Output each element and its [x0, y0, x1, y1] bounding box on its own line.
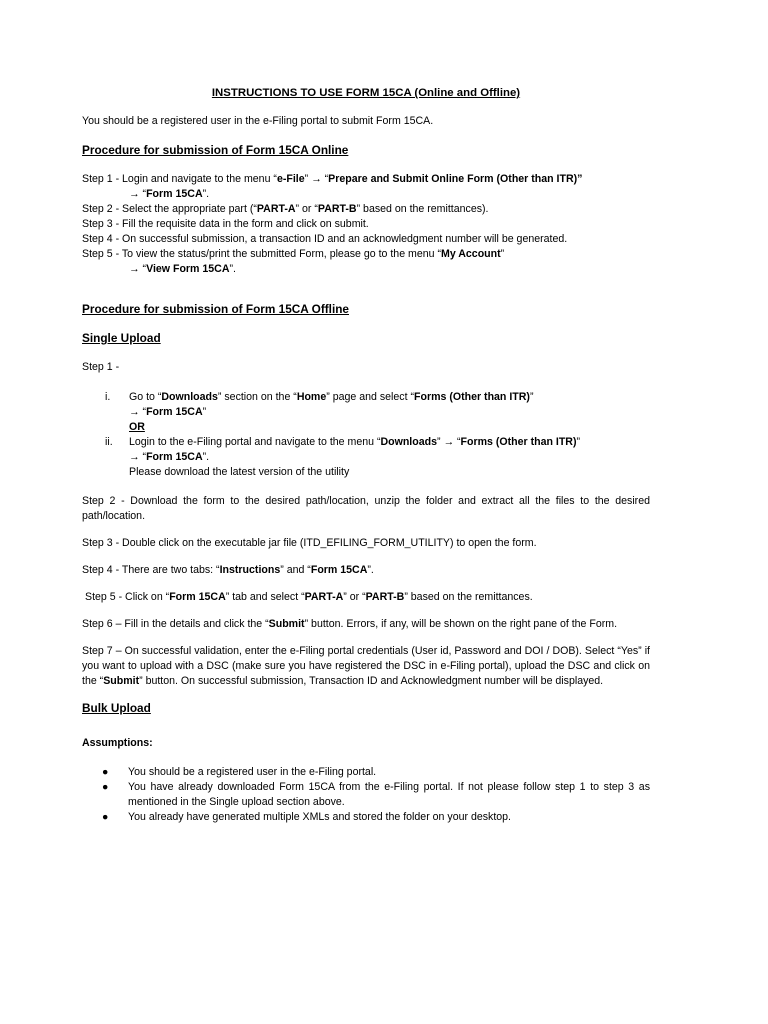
online-procedure-heading: Procedure for submission of Form 15CA Online	[82, 143, 349, 157]
single-step-6: Step 6 – Fill in the details and click the “Submit” button. Errors, if any, will be shown on the right pane of the Form.	[82, 618, 618, 630]
single-step-4: Step 4 - There are two tabs: “Instructions” and “Form 15CA”.	[82, 564, 374, 576]
single-upload-heading: Single Upload	[82, 331, 161, 345]
online-step-4: Step 4 - On successful submission, a transaction ID and an acknowledgment number will be generated.	[82, 233, 568, 245]
single-step-1-label: Step 1 -	[82, 361, 120, 373]
single-step-2: Step 2 - Download the form to the desired path/location, unzip the folder and extract all the files to the desired path/location.	[82, 495, 650, 522]
document-body	[82, 86, 650, 825]
single-step-3: Step 3 - Double click on the executable jar file (ITD_EFILING_FORM_UTILITY) to open the form.	[82, 537, 537, 549]
online-step-3: Step 3 - Fill the requisite data in the form and click on submit.	[82, 218, 369, 230]
option-numeral: i.	[105, 391, 111, 403]
document-title: INSTRUCTIONS TO USE FORM 15CA (Online and Offline)	[211, 87, 521, 99]
bullet-icon: ●	[102, 781, 109, 793]
bullet-icon: ●	[102, 766, 109, 778]
offline-procedure-heading: Procedure for submission of Form 15CA Offline	[82, 302, 349, 316]
or-separator: OR	[129, 421, 145, 433]
online-step-2: Step 2 - Select the appropriate part (“PART-A” or “PART-B” based on the remittances).	[82, 203, 489, 215]
online-step-1-continuation: → “Form 15CA”.	[129, 188, 210, 200]
list-item: ● You already have generated multiple XMLs and stored the folder on your desktop.	[102, 811, 511, 823]
list-item: ● You have already downloaded Form 15CA from the e-Filing portal. If not please follow step 1 to step 3 as mentioned in the Single upload section above.	[102, 781, 650, 808]
assumptions-label: Assumptions:	[82, 737, 153, 749]
online-step-1: Step 1 - Login and navigate to the menu “e-File” → “Prepare and Submit Online Form (Other than ITR)”	[82, 173, 583, 185]
single-step-5: Step 5 - Click on “Form 15CA” tab and select “PART-A” or “PART-B” based on the remittances.	[85, 591, 533, 603]
step-1-option-i: i. Go to “Downloads” section on the “Home” page and select “Forms (Other than ITR)” → “Form 15CA” OR	[82, 390, 650, 435]
bulk-upload-heading: Bulk Upload	[82, 701, 151, 715]
bullet-icon: ●	[102, 811, 109, 823]
intro-text: You should be a registered user in the e-Filing portal to submit Form 15CA.	[82, 115, 434, 127]
utility-note: Please download the latest version of the utility	[129, 466, 350, 478]
step-1-option-ii: ii. Login to the e-Filing portal and navigate to the menu “Downloads” → “Forms (Other than ITR)” → “Form 15CA”. Please download the latest version of the utility	[82, 435, 650, 480]
online-step-5: Step 5 - To view the status/print the submitted Form, please go to the menu “My Account”	[82, 248, 505, 260]
list-item: ● You should be a registered user in the e-Filing portal.	[102, 766, 377, 778]
option-numeral: ii.	[105, 436, 113, 448]
single-step-7: Step 7 – On successful validation, enter the e-Filing portal credentials (User id, Password and DOI / DOB). Select “Yes” if you want to upload with a DSC (make sure you have registered the DSC in e-Filing portal), upload the DSC and click on the “Submit” button. On successful submission, Transaction ID and Acknowledgment number will be displayed.	[82, 645, 650, 687]
online-step-5-continuation: → “View Form 15CA”.	[129, 263, 236, 275]
